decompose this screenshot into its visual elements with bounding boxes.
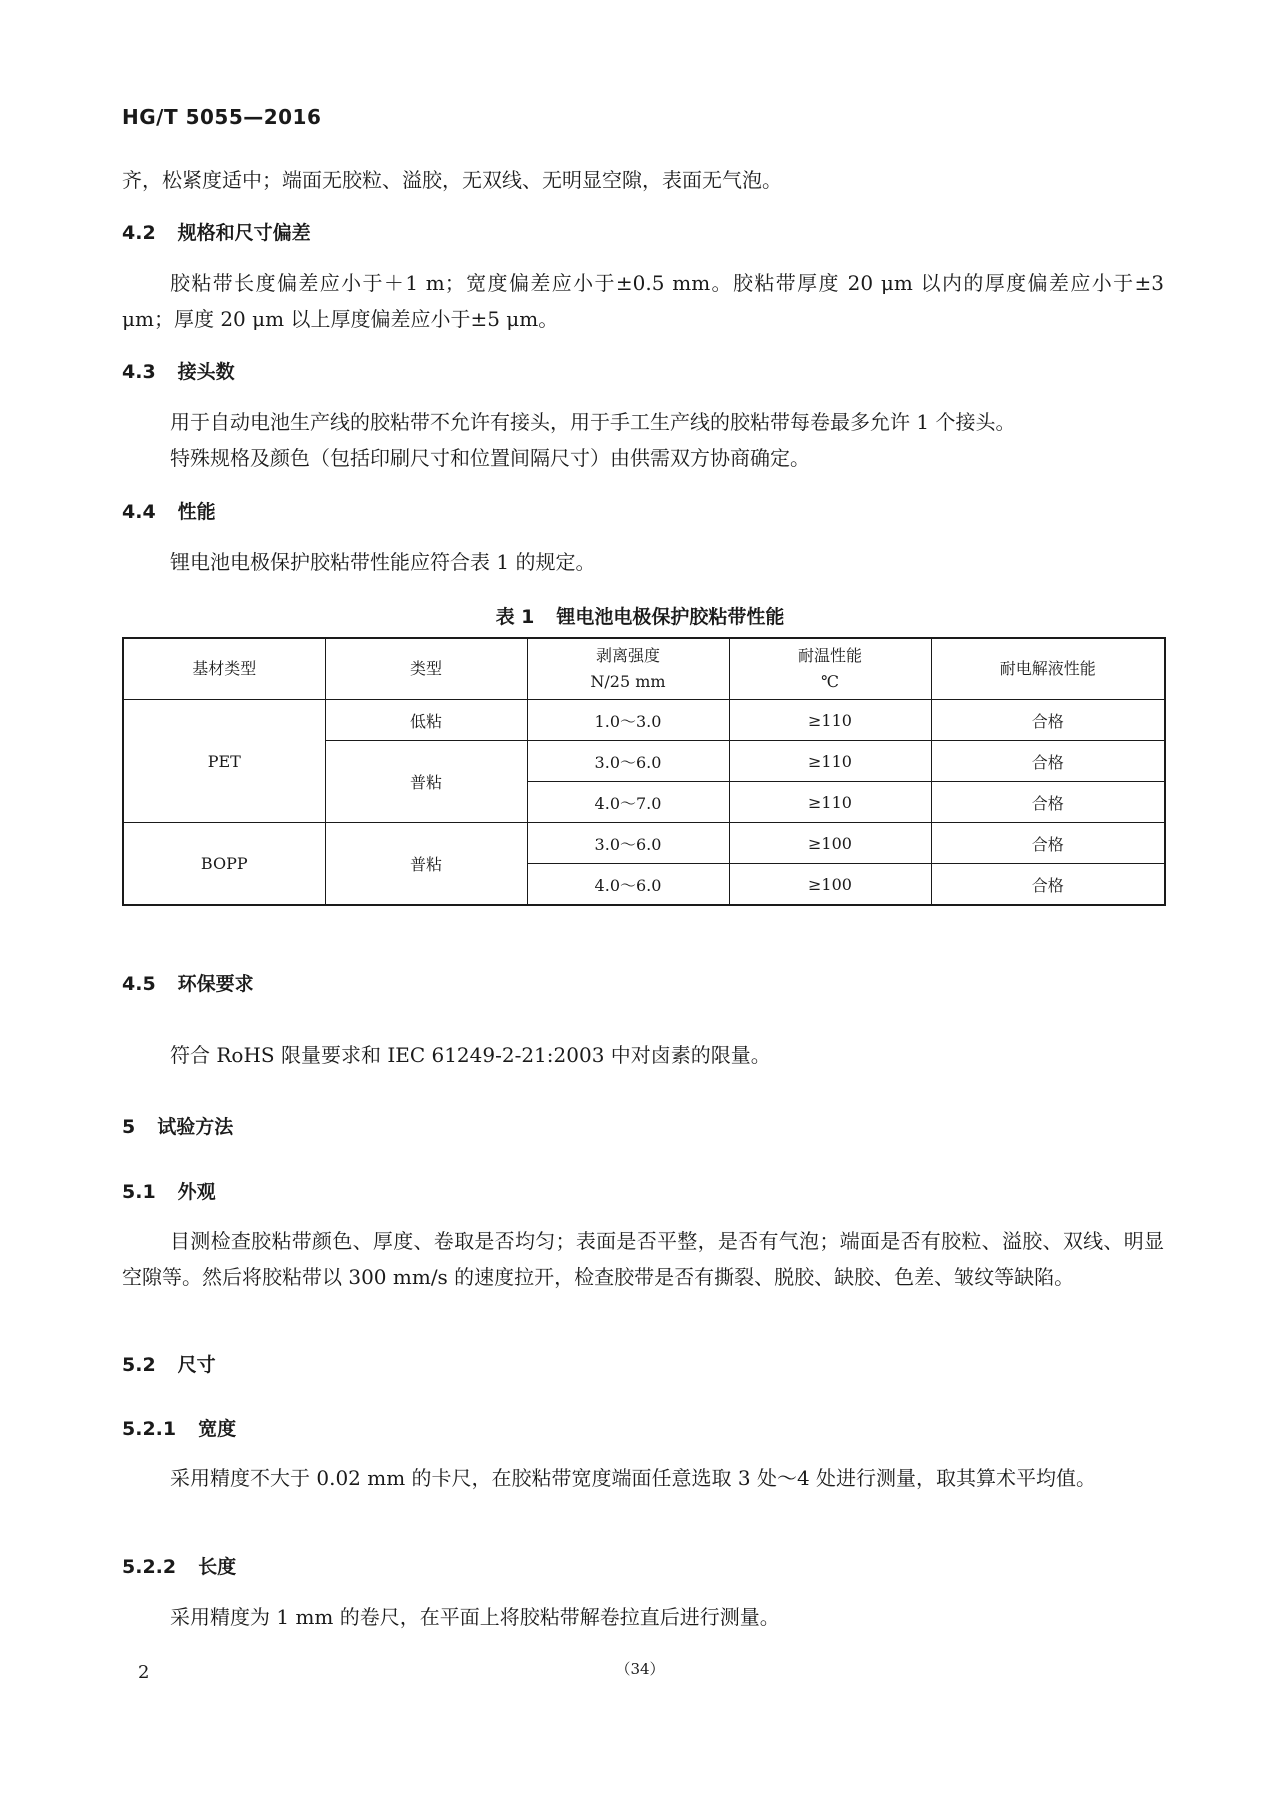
paragraph-4-2: 胶粘带长度偏差应小于＋1 m；宽度偏差应小于±0.5 mm。胶粘带厚度 20 μm 以内的厚度偏差应小于±3 μm；厚度 20 μm 以上厚度偏差应小于±5 μm。 xyxy=(122,271,1164,331)
heading-number: 4.4 xyxy=(122,501,156,523)
heading-title: 外观 xyxy=(177,1181,216,1203)
performance-table xyxy=(122,637,1166,906)
heading-number: 4.3 xyxy=(122,361,156,383)
heading-title: 性能 xyxy=(177,501,216,523)
heading-number: 5 xyxy=(122,1116,136,1138)
paragraph-4-3-b: 特殊规格及颜色（包括印刷尺寸和位置间隔尺寸）由供需双方协商确定。 xyxy=(170,446,810,470)
cell-temp: ≥110 xyxy=(729,700,931,741)
cell-peel: 4.0～6.0 xyxy=(527,864,729,906)
continuation-text: 齐，松紧度适中；端面无胶粒、溢胶，无双线、无明显空隙，表面无气泡。 xyxy=(122,168,782,192)
paragraph-4-3-a: 用于自动电池生产线的胶粘带不允许有接头，用于手工生产线的胶粘带每卷最多允许 1 个接头。 xyxy=(170,410,1016,434)
heading-4-3 xyxy=(122,357,235,384)
table-row xyxy=(123,700,1165,741)
paragraph-4-5: 符合 RoHS 限量要求和 IEC 61249-2-21:2003 中对卤素的限量。 xyxy=(170,1043,771,1067)
cell-electrolyte: 合格 xyxy=(931,782,1165,823)
cell-type: 普粘 xyxy=(325,823,527,906)
col-header-type: 类型 xyxy=(325,638,527,700)
cell-substrate: PET xyxy=(123,700,325,823)
heading-5 xyxy=(122,1112,233,1139)
cell-electrolyte: 合格 xyxy=(931,741,1165,782)
col-header-electrolyte: 耐电解液性能 xyxy=(931,638,1165,700)
col-header-substrate: 基材类型 xyxy=(123,638,325,700)
cell-temp: ≥100 xyxy=(729,864,931,906)
cell-peel: 1.0～3.0 xyxy=(527,700,729,741)
cell-temp: ≥110 xyxy=(729,782,931,823)
heading-number: 4.2 xyxy=(122,222,156,244)
heading-4-4 xyxy=(122,497,216,524)
table-title: 锂电池电极保护胶粘带性能 xyxy=(556,606,785,628)
paragraph-5-1: 目测检查胶粘带颜色、厚度、卷取是否均匀；表面是否平整，是否有气泡；端面是否有胶粒、溢胶、双线、明显空隙等。然后将胶粘带以 300 mm/s 的速度拉开，检查胶带是否有撕裂、脱胶、缺胶、色差、皱纹等缺陷。 xyxy=(122,1229,1164,1289)
col-header-temp xyxy=(729,638,931,700)
standard-code: HG/T 5055—2016 xyxy=(122,105,322,129)
heading-title: 宽度 xyxy=(198,1418,237,1440)
page-number: 2 xyxy=(138,1662,150,1683)
paragraph-4-4: 锂电池电极保护胶粘带性能应符合表 1 的规定。 xyxy=(170,550,596,574)
heading-title: 规格和尺寸偏差 xyxy=(177,222,311,244)
heading-number: 4.5 xyxy=(122,973,156,995)
temp-label: 耐温性能 xyxy=(797,646,862,665)
paragraph-5-2-2: 采用精度为 1 mm 的卷尺，在平面上将胶粘带解卷拉直后进行测量。 xyxy=(170,1605,780,1629)
heading-5-1 xyxy=(122,1177,216,1204)
heading-5-2-2 xyxy=(122,1552,236,1579)
col-header-peel xyxy=(527,638,729,700)
cell-temp: ≥100 xyxy=(729,823,931,864)
table-caption xyxy=(0,602,1280,629)
cell-substrate: BOPP xyxy=(123,823,325,906)
cell-electrolyte: 合格 xyxy=(931,823,1165,864)
heading-5-2-1 xyxy=(122,1414,236,1441)
cell-type: 低粘 xyxy=(325,700,527,741)
table-header-row xyxy=(123,638,1165,700)
heading-number: 5.2.1 xyxy=(122,1418,177,1440)
heading-number: 5.1 xyxy=(122,1181,156,1203)
peel-unit: N/25 mm xyxy=(590,672,666,691)
heading-5-2 xyxy=(122,1350,216,1377)
paragraph-5-2-1: 采用精度不大于 0.02 mm 的卡尺，在胶粘带宽度端面任意选取 3 处～4 处进行测量，取其算术平均值。 xyxy=(170,1466,1097,1490)
heading-title: 试验方法 xyxy=(157,1116,234,1138)
heading-4-2 xyxy=(122,218,311,245)
heading-4-5 xyxy=(122,969,254,996)
table-number: 表 1 xyxy=(495,606,535,628)
peel-label: 剥离强度 xyxy=(595,646,660,665)
heading-title: 长度 xyxy=(198,1556,237,1578)
heading-title: 环保要求 xyxy=(177,973,254,995)
sheet-number: （34） xyxy=(615,1660,665,1678)
cell-peel: 3.0～6.0 xyxy=(527,823,729,864)
table-row xyxy=(123,823,1165,864)
cell-type: 普粘 xyxy=(325,741,527,823)
cell-temp: ≥110 xyxy=(729,741,931,782)
cell-electrolyte: 合格 xyxy=(931,864,1165,906)
heading-number: 5.2 xyxy=(122,1354,156,1376)
cell-peel: 4.0～7.0 xyxy=(527,782,729,823)
cell-peel: 3.0～6.0 xyxy=(527,741,729,782)
heading-title: 尺寸 xyxy=(177,1354,216,1376)
temp-unit: ℃ xyxy=(821,672,839,691)
heading-title: 接头数 xyxy=(177,361,235,383)
cell-electrolyte: 合格 xyxy=(931,700,1165,741)
heading-number: 5.2.2 xyxy=(122,1556,177,1578)
